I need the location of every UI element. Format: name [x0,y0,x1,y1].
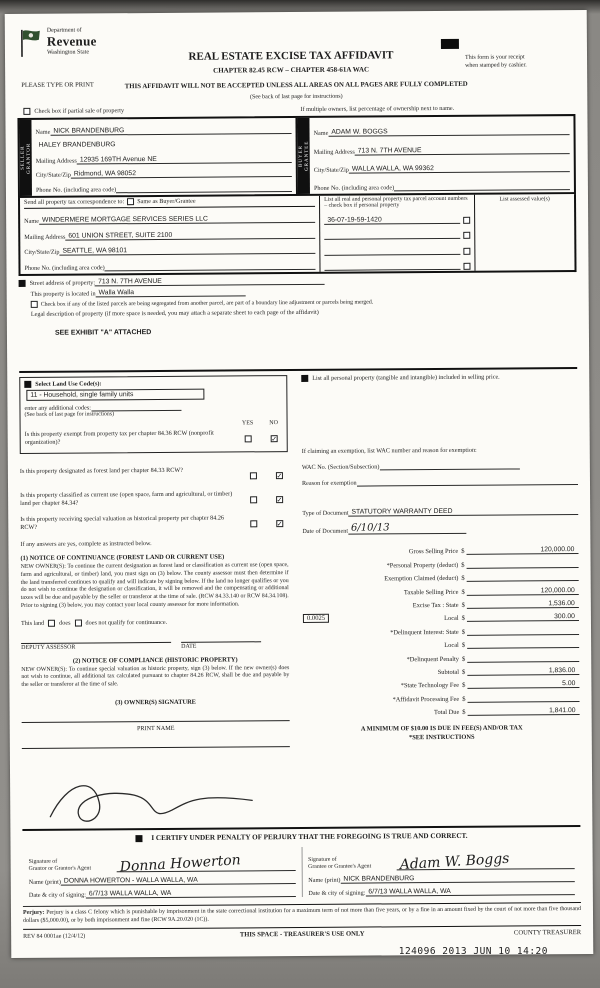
seller-grantor-box [19,118,296,196]
grantee-name-print-value: NICK BRANDENBURG [340,874,574,884]
owner-signature-scribble [42,773,262,835]
land-does-checkbox[interactable] [48,619,55,626]
partial-sale-checkbox[interactable] [23,108,30,115]
legal-description-row [31,307,577,318]
exempt-question: Is this property exempt from property tax per chapter 84.36 RCW (nonprofit organization)? ✓ [24,429,278,446]
corr-phone-label: Phone No. (including area code) [24,264,105,272]
current-use-yes-checkbox[interactable] [250,496,257,503]
forest-yes-checkbox[interactable] [249,472,256,479]
parcel-numbers-box [319,195,475,272]
gross-selling-price-row: Gross Selling Price $ 120,000.00 [302,541,578,556]
reason-value [357,477,578,487]
form-title: REAL ESTATE EXCISE TAX AFFIDAVIT [188,49,394,63]
parcel-personal-checkbox-3[interactable] [464,247,471,254]
buyer-phone-value [394,182,570,191]
grantee-name-print-label: Name (print) [308,876,341,884]
this-land-label: This land [20,619,45,627]
date-of-document-value: 6/10/13 [348,522,466,535]
see-back-note: (See back of last page for instructions) [249,93,343,101]
delinquent-interest-state-row: *Delinquent Interest: State $ [303,621,579,636]
land-use-box [19,375,288,454]
grantee-signature-value: Adam W. Boggs [398,850,510,874]
located-in-row [31,286,577,298]
buyer-grantee-box [295,116,574,194]
seller-csz-label: City/State/Zip [35,171,71,180]
buyer-csz-value: WALLA WALLA, WA 99362 [349,164,570,174]
parcel-header: List all real and personal property tax parcel account numbers – check box if personal property [324,195,468,209]
grantee-sig-label2: Grantee or Grantee's Agent [308,863,372,870]
legal-description-value: SEE EXHIBIT "A" ATTACHED [54,329,152,337]
section-marker [135,835,142,842]
buyer-name-label: Name [313,130,329,138]
deputy-assessor-row [21,641,289,651]
seller-phone-label: Phone No. (including area code) [35,186,117,194]
certify-statement-row [22,825,580,843]
parcel-personal-checkbox-2[interactable] [464,232,471,239]
land-does-not-checkbox[interactable] [74,619,81,626]
street-address-value: 713 N. 7TH AVENUE [95,277,325,287]
corr-name-label: Name [24,217,39,225]
grantee-date-label: Date & city of signing: [308,889,366,897]
affidavit-processing-fee-row: *Affidavit Processing Fee $ [303,688,579,703]
personal-property-blank [301,380,577,448]
receipt-note: This form is your receipt when stamped by cashier. [465,54,527,69]
deputy-assessor-label: DEPUTY ASSESSOR [21,642,171,651]
grantor-date-value: 6/7/13 WALLA WALLA, WA [86,889,295,898]
seller-mailing-label: Mailing Address [35,157,77,165]
dept-line3: Washington State [46,49,90,56]
signatures-section [23,845,581,899]
compliance-body: NEW OWNER(S): To continue special valuation as historic property, sign (3) below. If the new owner(s) does not wish to continue, all additional tax calculated pursuant to chapter 84.26 RCW, shall be due and payable by the seller or transferor at the time of sale. [21,664,290,689]
partial-sale-label: Check box if partial sale of property [34,107,125,115]
select-land-use-label: Select Land Use Code(s): [35,380,102,388]
multiple-owners-note: If multiple owners, list percentage of ownership next to name. [300,104,455,113]
seller-csz-value: Ridmond, WA 98052 [71,169,292,179]
historic-no-checkbox[interactable]: ✓ [276,519,283,528]
send-correspondence-label: Send all property tax correspondence to: [24,198,125,206]
segregated-label: Check box if any of the listed parcels are being segregated from another parcel, are part of a boundary line adjustment or parcels being merged. [40,298,374,308]
seller-phone-value [116,184,292,193]
treasurer-space-label: THIS SPACE - TREASURER'S USE ONLY [239,930,365,939]
additional-codes-label: enter any additional codes: [24,404,91,412]
personal-property-deduct-row: *Personal Property (deduct) $ [303,554,579,569]
perjury-text: Perjury is a class C felony which is punishable by imprisonment in the state correctional institution for a maximum term of not more than five years, or by a fine in an amount fixed by the court of not more than five thousand dollars ($5,000.00), or by both imprisonment and fine (RCW 9A.20.020 (1C)). [23,906,581,924]
correspondence-section [18,194,577,276]
exempt-yes-checkbox[interactable] [244,435,251,442]
date-of-document-label: Date of Document [302,527,349,535]
type-of-document-value: STATUTORY WARRANTY DEED [348,507,578,517]
please-type-note: PLEASE TYPE OR PRINT [21,81,94,89]
no-column-label: NO [269,420,278,427]
cashier-stamp-box [441,39,459,49]
current-use-question: Is this property classified as current use (open space, farm and agricultural, or timber) land per chapter 84.34? ✓ [20,490,283,507]
wac-label: WAC No. (Section/Subsection) [301,463,380,471]
segregated-row [31,297,577,308]
exempt-no-checkbox[interactable]: ✓ [271,434,278,444]
parcel-personal-checkbox-4[interactable] [464,263,471,270]
delinquent-penalty-row: *Delinquent Penalty $ [303,648,579,663]
buyer-csz-label: City/State/Zip [313,166,349,174]
affidavit-page [5,10,594,958]
dept-revenue-logo [19,27,97,63]
legal-description-label: Legal description of property (if more space is needed, you may attach a separate sheet to each page of the affidavit) [30,308,319,318]
seller-name2-value: HALEY BRANDENBURG [38,141,116,149]
classification-questions [20,466,288,534]
form-footer [23,925,581,940]
buyer-mailing-value: 713 N. 7TH AVENUE [355,146,570,156]
land-use-column [19,375,290,823]
buyer-phone-label: Phone No. (including area code) [313,184,395,192]
grantee-sig-label1: Signature of [308,856,337,864]
main-section [19,367,580,823]
certify-statement: I CERTIFY UNDER PENALTY OF PERJURY THAT THE FOREGOING IS TRUE AND CORRECT. [151,831,468,843]
state-technology-fee-row: *State Technology Fee $ 5.00 [303,675,579,690]
compliance-title: (2) NOTICE OF COMPLIANCE (HISTORIC PROPERTY) [72,656,238,665]
type-of-document-label: Type of Document [302,509,349,517]
cashier-date-stamp: 124096 2013 JUN 10 14:20 [398,946,548,957]
owner-signature-title: (3) OWNER(S) SIGNATURE [115,698,196,707]
same-as-buyer-label: Same as Buyer/Grantee [137,197,196,206]
taxable-selling-price-row: Taxable Selling Price $ 120,000.00 [303,581,579,596]
continuance-title: (1) NOTICE OF CONTINUANCE (FOREST LAND OR CURRENT USE) [20,553,225,562]
assessed-values-label: List assessed value(s) [499,196,550,203]
delinquent-interest-local-row: Local $ [303,635,579,650]
corr-mailing-label: Mailing Address [24,233,66,241]
grantor-signature-line [117,852,296,876]
yes-no-header [25,420,283,428]
county-treasurer-label: COUNTY TREASURER [513,929,582,937]
land-use-code-value: 11 - Household, single family units [26,389,204,401]
does-label: does [59,619,71,627]
grantor-sig-label1: Signature of [28,858,58,865]
amounts-table [302,541,579,717]
located-in-value: Walla Walla [96,288,246,297]
parcel-number-1: 36-07-19-59-1420 [324,215,460,224]
forest-question: Is this property designated as forest land per chapter 84.33 RCW? ✓ [19,466,283,480]
located-in-label: This property is located in [30,290,96,298]
reason-label: Reason for exemption [301,479,357,487]
grantor-signature-value: Donna Howerton [119,852,242,876]
corr-phone-value [105,262,316,271]
grantor-signature-block [23,847,302,899]
street-address-row [19,275,577,287]
does-not-label: does not qualify for continuance. [85,618,168,627]
owner-signature-block [22,698,290,749]
personal-property-label: List all personal property (tangible and intangible) included in selling price. [312,373,500,382]
grantor-name-print-value: DONNA HOWERTON - WALLA WALLA, WA [61,876,295,886]
street-address-label: Street address of property: [29,279,96,287]
corr-csz-value: SEATTLE, WA 98101 [59,246,315,256]
excise-tax-local-row: 0.0025 Local $ 300.00 [303,608,579,623]
buyer-role-strip: BUYER GRANTEE [297,118,310,194]
grantee-date-value: 6/7/13 WALLA WALLA, WA [365,887,574,896]
flag-icon [19,28,43,63]
parcel-personal-checkbox-1[interactable] [463,216,470,223]
selling-price-column [287,373,580,821]
perjury-label: Perjury: [22,909,45,916]
corr-csz-label: City/State/Zip [24,248,60,257]
land-qualify-row [21,618,289,627]
continuance-body: NEW OWNER(S): To continue the current designation as forest land or classification as current use (open space, farm and agricultural, or timber) land, you must sign on (3) below. The county assessor must then determine if the land transferred continues to qualify and will indicate by signing below. If the land no longer qualifies or you do not wish to continue the designation or classification, it will be removed and the compensating or additional taxes will be due and payable by the seller or transferor at the time of sale. (RCW 84.33.140 or RCW 84.34.108). Prior to signing (3) below, you may contact your local county assessor for more information. [20,562,289,609]
local-rate-box: 0.0025 [303,614,329,623]
total-due-row: Total Due $ 1,841.00 [304,702,580,717]
buyer-name-value: ADAM W. BOGGS [328,127,569,137]
land-use-see-back: (See back of last page for instructions) [24,411,115,418]
perjury-paragraph [23,902,581,925]
current-use-no-checkbox[interactable]: ✓ [276,495,283,504]
yes-column-label: YES [241,420,254,427]
parties-section [17,114,576,198]
section-marker [301,375,308,382]
tax-correspondence-box [20,196,320,274]
owner-signature-line [22,705,290,723]
seller-mailing-value: 12935 169TH Avenue NE [77,155,292,165]
parcel-number-4 [325,262,461,271]
form-chapter: CHAPTER 82.45 RCW – CHAPTER 458-61A WAC [213,65,370,75]
exemption-claimed-row: Exemption Claimed (deduct) $ [303,568,579,583]
grantee-signature-line [396,850,575,874]
buyer-mailing-label: Mailing Address [313,148,355,156]
same-as-buyer-checkbox[interactable] [127,198,134,205]
additional-codes-value [91,403,181,412]
see-instructions-note: *SEE INSTRUCTIONS [408,733,475,742]
forest-no-checkbox[interactable]: ✓ [276,471,283,480]
segregated-checkbox[interactable] [31,301,38,308]
seller-name-value: NICK BRANDENBURG [50,126,291,136]
form-number: REV 84 0001ae (12/4/12) [23,933,86,940]
section-marker [19,280,26,287]
corr-mailing-value: 601 UNION STREET, SUITE 2100 [65,230,315,240]
historic-question: Is this property receiving special valuation as historical property per chapter 84.26 RCW? ✓ [20,514,283,531]
subtotal-row: Subtotal $ 1,836.00 [303,662,579,677]
acceptance-warning: THIS AFFIDAVIT WILL NOT BE ACCEPTED UNLESS ALL AREAS ON ALL PAGES ARE FULLY COMPLETED [124,80,468,91]
exemption-claim-label: If claiming an exemption, list WAC number and reason for exemption: [301,446,477,455]
print-name-line [22,731,290,749]
grantor-name-print-label: Name (print) [28,878,61,886]
if-yes-note: If any answers are yes, complete as instructed below. [20,540,152,548]
minimum-fee-note: A MINIMUM OF $10.00 IS DUE IN FEE(S) AND/OR TAX [360,724,523,733]
grantor-sig-label2: Grantor or Grantor's Agent [28,865,92,872]
grantee-signature-block [301,845,581,897]
seller-name-label: Name [35,128,51,136]
print-name-label: PRINT NAME [136,724,175,733]
seller-role-strip: SELLER GRANTOR [19,120,32,196]
historic-yes-checkbox[interactable] [250,520,257,527]
grantor-date-label: Date & city of signing: [28,891,86,899]
assessed-values-box [474,194,574,271]
section-marker [24,381,31,388]
corr-name-value: WINDERMERE MORTGAGE SERVICES SERIES LLC [39,215,315,225]
deputy-date-label: DATE [181,641,261,650]
wac-value [379,461,519,470]
form-header [17,16,576,108]
dept-line2: Revenue [46,33,97,49]
excise-tax-state-row: Excise Tax : State $ 1,536.00 [303,595,579,610]
dept-line1: Department of [46,27,82,34]
